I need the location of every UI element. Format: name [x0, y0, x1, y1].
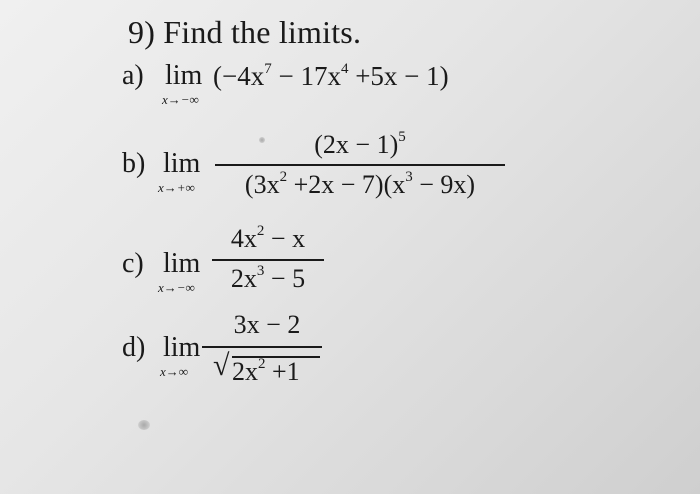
expr-term: − x [264, 224, 306, 253]
expr-term: − 17x [271, 61, 341, 91]
problem-a-subscript: x→−∞ [162, 92, 199, 107]
exponent: 2 [258, 356, 266, 372]
expr-term: (3x [244, 170, 280, 199]
exponent: 7 [264, 61, 272, 77]
expr-term: 2x [232, 357, 258, 386]
paper-smudge [138, 420, 150, 430]
problem-c-label: c) [122, 248, 144, 279]
expr-term: +5x − 1) [348, 61, 449, 91]
problem-d-numerator: 3x − 2 [233, 310, 301, 339]
expr-term: (2x − 1) [314, 130, 399, 159]
page-title: 9) Find the limits. [128, 14, 362, 50]
problem-a-lim: lim [165, 60, 203, 91]
problem-d-denominator [232, 357, 322, 387]
expr-term: 4x [230, 224, 257, 253]
problem-a-expression [213, 61, 449, 92]
fraction-bar [215, 164, 505, 166]
problem-c-numerator [212, 224, 324, 254]
sqrt-icon: √ [213, 349, 230, 382]
expr-term: 2x [230, 264, 257, 293]
problem-d-lim: lim [163, 332, 201, 363]
exponent: 2 [256, 223, 265, 239]
problem-d-subscript: x→∞ [160, 364, 189, 379]
exponent: 4 [340, 61, 349, 77]
fraction-bar [212, 346, 322, 348]
problem-b-denominator [215, 170, 505, 200]
expr-term: (−4x [213, 61, 265, 91]
exponent: 3 [256, 263, 265, 279]
paper-smudge [259, 137, 265, 143]
problem-b-lim: lim [163, 148, 201, 179]
problem-b-subscript: x→+∞ [158, 180, 195, 195]
fraction-bar [212, 259, 324, 261]
expr-term: +1 [265, 357, 300, 386]
exponent: 2 [279, 169, 288, 185]
problem-c-lim: lim [163, 248, 201, 279]
problem-d-label: d) [122, 332, 146, 363]
problem-c-subscript: x→−∞ [158, 280, 195, 295]
exponent: 5 [398, 129, 406, 145]
exponent: 3 [405, 169, 413, 185]
expr-term: +2x − 7)(x [287, 170, 406, 199]
problem-b-label: b) [122, 148, 146, 179]
problem-c-denominator [212, 264, 324, 294]
lim-connector [202, 346, 212, 348]
expr-term: − 9x) [412, 170, 476, 199]
problem-a-label: a) [122, 60, 144, 91]
expr-term: − 5 [264, 264, 306, 293]
problem-b-numerator [215, 130, 505, 160]
